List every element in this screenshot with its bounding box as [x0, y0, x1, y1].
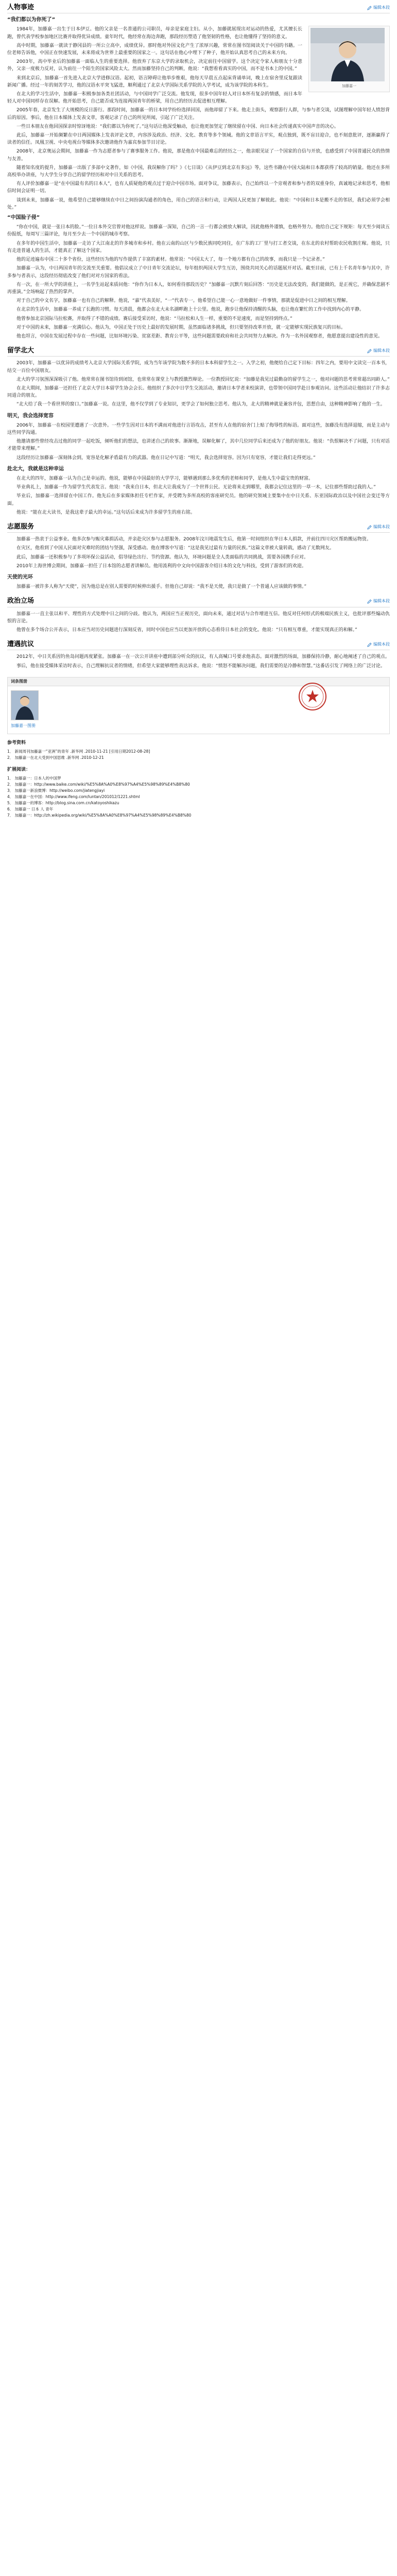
paragraph: 他曾参加北京国际马拉松赛，并取得了不错的成绩。赛后接受采访时，他说：“马拉松和人生一样，重要的不是速度，而是坚持到终点。”: [16, 316, 292, 321]
further-reading-item[interactable]: [7, 806, 390, 812]
edit-label: 编辑本段: [373, 5, 390, 10]
album-card-header: 词条图册: [8, 677, 389, 686]
paragraph: 加藤嘉一认为，中日两国青年的交流至关重要。他倡议成立了中日青年交流论坛，每年组织两国大学生互访，围绕共同关心的话题展开对话。截至目前，已有上千名青年参与其中，许多参与者表示，这段经历彻底改变了他们对对方国家的看法。: [7, 266, 390, 279]
edit-label: 编辑本段: [373, 348, 390, 353]
further-reading-text[interactable]: 7． 加藤嘉一：http://zh.wikipedia.org/wiki/%E5%8A%A0%E8%97%A4%E5%98%89%E4%B8%80: [7, 813, 192, 818]
subsection-title: 天使的光环: [7, 574, 33, 580]
pencil-icon: [367, 525, 372, 530]
paragraph: 在多年的中国生活中，加藤嘉一走访了大江南北的许多城市和乡村。他在云南的山区与少数民族同吃同住，在广东的工厂里与打工者交谈，在东北的农村帮助农民收割庄稼。他说，只有走进普通人的生活，才能真正了解这个国家。: [7, 241, 390, 253]
paragraph: 1984年，加藤嘉一出生于日本伊豆。他的父亲是一名普通的公司职员，母亲是家庭主妇。从小，加藤就展现出对运动的热爱，尤其擅长长跑，曾代表学校参加地区比赛并取得优异成绩。童年时代，他经常在海边奔跑，那段经历塑造了他坚韧的性格，也让他懂得了坚持的意义。: [7, 27, 302, 40]
edit-section-button[interactable]: [367, 347, 390, 354]
portrait-figure[interactable]: [308, 26, 390, 92]
paragraph: 随着知名度的提升，加藤嘉一出版了多部中文著作，如《中国，我误解你了吗？》《七日谈》《从伊豆到北京有多远》等，这些书籍在中国大陆和日本都获得了较高的销量。他还在多所高校举办讲座，与大学生分享自己的留学经历和对中日关系的思考。: [7, 165, 390, 178]
paragraph: 在北大的四年，加藤嘉一认为自己是幸运的。他说，能够在中国最好的大学学习，能够遇到那么多优秀的老师和同学，是他人生中最宝贵的财富。: [16, 476, 314, 481]
paragraph: 对于自己的中文名字，加藤嘉一也有自己的解释。他说，“嘉”代表美好，“一”代表专一。他希望自己能一心一意地做好一件事情，那就是促进中日之间的相互理解。: [16, 298, 351, 304]
further-reading-item[interactable]: [7, 812, 390, 819]
edit-section-button[interactable]: [367, 641, 390, 648]
subsection-title: 赴北大，我就是这种幸运: [7, 466, 64, 472]
edit-section-button[interactable]: [367, 523, 390, 531]
reference-item[interactable]: [7, 749, 390, 755]
edit-label: 编辑本段: [373, 524, 390, 529]
paragraph: 他也坦言，中国在发展过程中存在一些问题，比如环境污染、贫富差距、教育公平等，这些问题需要政府和社会共同努力去解决。作为一名外国观察者，他愿意提出建设性的意见。: [16, 333, 383, 339]
section-header-volunteer: [7, 523, 390, 533]
pencil-icon: [367, 349, 372, 353]
pencil-icon: [367, 599, 372, 604]
portrait-photo: [310, 28, 385, 81]
subsection-title: “我们都以为你死了”: [7, 17, 56, 23]
further-reading-item[interactable]: [7, 782, 390, 788]
paragraph: 在北大期间，加藤嘉一还担任了北京大学日本留学生协会会长。他组织了多次中日学生交流活动，邀请日本学者来校演讲，也带领中国同学赴日参观访问。这些活动让他结识了许多志同道合的朋友。: [7, 385, 390, 399]
paragraph: “北大给了我一个看世界的窗口。”加藤嘉一说。在这里，他不仅学到了专业知识，更学会了如何独立思考。他认为，北大的精神就是兼容并包，思想自由，这种精神影响了他的一生。: [16, 402, 385, 408]
paragraph: 谈到未来，加藤嘉一说，他希望自己能够继续在中日之间扮演沟通者的角色，用自己的语言和行动，让两国人民更加了解彼此。他说：“中国和日本是搬不走的邻居，我们必须学会相处。”: [7, 197, 390, 210]
paragraph: 2006年，加藤嘉一在校园里遭遇了一次意外。一些学生因对日本的不满而对他进行言语攻击，甚至有人在他的宿舍门上贴了侮辱性的标语。面对这些，加藤没有选择退缩，而是主动与这些同学沟通。: [7, 422, 390, 435]
paragraph: 毕业后，加藤嘉一选择留在中国工作。他先后在多家媒体担任专栏作家，并受聘为多所高校的客座研究员。他的研究领域主要集中在中日关系、东亚国际政治以及中国社会变迁等方面。: [7, 494, 390, 506]
paragraph: 对于中国的未来，加藤嘉一充满信心。他认为，中国正处于历史上最好的发展时期，虽然面临诸多挑战，但只要坚持改革开放，就一定能够实现民族复兴的目标。: [16, 325, 346, 330]
references-list: [7, 749, 390, 761]
paragraph: 毕业典礼上，加藤嘉一作为留学生代表发言。他说：“我来自日本，但北大让我成为了一个世界公民。无论将来走到哪里，我都会记住这里的一草一木，记住那些帮助过我的人。”: [16, 485, 376, 490]
section-title: 志愿服务: [7, 522, 34, 531]
reference-item[interactable]: [7, 755, 390, 761]
edit-label: 编辑本段: [373, 599, 390, 604]
further-reading-heading: 扩展阅读：: [7, 767, 31, 773]
paragraph: 此后，加藤嘉一还积极参与了多项环保公益活动，倡导绿色出行、节约资源。他认为，环境问题是全人类面临的共同挑战，需要各国携手应对。: [16, 554, 309, 560]
paragraph: 2005年春，北京发生了大规模的反日游行。那段时间，加藤嘉一的日本同学纷纷选择回国，而他却留了下来。他走上街头，观察游行人群，与参与者交谈，试图理解中国年轻人愤怒背后的原因。事后，他在日本媒体上发表文章，客观记录了自己的所见所闻，引起了广泛关注。: [7, 108, 390, 121]
seal-stamp-icon: [298, 682, 327, 711]
album-thumbnail-illustration: [11, 691, 38, 720]
edit-section-button[interactable]: [367, 4, 390, 11]
edit-label: 编辑本段: [373, 642, 390, 647]
section-title: 人物事迹: [7, 4, 34, 11]
paragraph: 2008年，北京奥运会期间，加藤嘉一作为志愿者参与了赛事服务工作。他说，那是他在中国最难忘的经历之一，他亲眼见证了一个国家的自信与开放，也感受到了中国普通民众的热情与友善。: [7, 149, 390, 162]
further-reading-item[interactable]: [7, 800, 390, 806]
paragraph: 高中时期，加藤嘉一就读于静冈县的一所公立高中，成绩优异。那时他对外国文化产生了浓厚兴趣，常常在图书馆阅读关于中国的书籍。一位老师告诉他，中国正在快速发展，未来将成为世界上最重要的国家之一。这句话在他心中埋下了种子，他开始认真思考自己的未来方向。: [7, 43, 302, 56]
paragraph: “你在中国，就是一张日本的脸。”一位日本外交官曾对他这样说。加藤嘉一深知，自己的一言一行都会被放大解读，因此他格外谨慎，也格外努力。他给自己定下规矩：每天至少阅读五份报纸，每周写三篇评论，每月至少去一个中国的城市考察。: [7, 225, 390, 238]
paragraph: 此后，加藤嘉一开始频繁在中日两国媒体上发表评论文章，内容涉及政治、经济、文化、教育等多个领域。他的文章语言平实，观点独到，既不盲目迎合，也不刻意批评，逐渐赢得了读者的信任。凤凰卫视、中央电视台等媒体多次邀请他作为嘉宾参加节目讨论。: [7, 133, 390, 146]
paragraph: 有一次，在一所大学的讲座上，一名学生站起来质问他：“你作为日本人，如何看待那段历史？”加藤嘉一沉默片刻后回答：“历史是无法改变的，我们能做的，是正视它，并确保悲剧不再重演。”全场响起了热烈的掌声。: [7, 282, 390, 295]
album-name-link[interactable]: 加藤嘉一图册: [11, 723, 36, 728]
paragraph: 北大的学习氛围深深吸引了他。他常常在图书馆待到闭馆，也常常在课堂上与教授激烈辩论。一位教授回忆说：“加藤是我见过最勤奋的留学生之一，他对问题的思考常常超出同龄人。”: [16, 377, 390, 382]
paragraph: 2012年，中日关系因钓鱼岛问题再度紧张。加藤嘉一在一次公开讲座中遭到部分听众的抗议，有人高喊口号要求他表态。面对激烈的场面，加藤保持冷静，耐心地阐述了自己的观点。: [16, 654, 390, 660]
portrait-caption: 加藤嘉一: [342, 84, 356, 89]
paragraph: 他邀请那些曾经攻击过他的同学一起吃饭，倾听他们的想法，也讲述自己的故事。渐渐地，误解化解了，其中几位同学后来还成为了他的好朋友。他说：“仇恨解决不了问题，只有对话才能带来理解。”: [7, 439, 390, 452]
encyclopedia-page: [0, 0, 397, 819]
section-title: 政治立场: [7, 597, 34, 605]
paragraph: 2003年，加藤嘉一以优异的成绩考入北京大学国际关系学院，成为当年该学院为数不多的日本本科留学生之一。入学之初，他便给自己定下目标：四年之内，要用中文读完一百本书，结交一百位中国朋友。: [7, 361, 390, 374]
further-reading-item[interactable]: [7, 794, 390, 800]
paragraph: 他的足迹遍布中国二十多个省份，这些经历为他的写作提供了丰富的素材。他常说：“中国太大了，每一个地方都有自己的故事，而我只是一个记录者。”: [16, 257, 325, 263]
section-header-politics: [7, 598, 390, 607]
section-header-biography: [7, 4, 390, 13]
paragraph: 他曾在多个场合公开表示，日本应当对历史问题进行深刻反省，同时中国也应当以更加开放的心态看待日本社会的变化。他说：“只有相互尊重，才能实现真正的和解。”: [16, 628, 357, 633]
paragraph: 这段经历让加藤嘉一深刻体会到，宽容是化解矛盾最有力的武器。他在日记中写道：“明天，我会选择宽容。因为只有宽容，才能让我们走得更远。”: [16, 455, 316, 461]
further-reading-item[interactable]: [7, 788, 390, 794]
paragraph: 加藤嘉一热衷于公益事业。他多次参与赈灾募捐活动，并亲赴灾区参与志愿服务。2008年汶川地震发生后，他第一时间组织在华日本人捐款，并前往四川灾区帮助搬运物资。: [16, 537, 371, 543]
paragraph: 在北大的学习生活中，加藤嘉一积极参加各类社团活动，与中国同学广泛交流。他发现，很多中国年轻人对日本怀有复杂的情感，而日本年轻人对中国同样存在误解。他开始思考，自己能否成为连接两国青年的桥梁，用自己的经历去促进相互理解。: [7, 92, 302, 105]
section-header-protest: [7, 641, 390, 650]
paragraph: 事后，他在接受媒体采访时表示，自己理解抗议者的情绪，但希望大家能够理性表达诉求。他说：“愤怒不能解决问题，我们需要的是冷静和智慧。”这番话引发了网络上的广泛讨论。: [16, 663, 385, 669]
paragraph: 2010年上海世博会期间，加藤嘉一担任了日本馆的志愿者讲解员。他用流利的中文向中国游客介绍日本的文化与科技，受到了游客们的欢迎。: [16, 563, 306, 569]
portrait-illustration: [310, 28, 385, 81]
further-reading-text[interactable]: 2． 加藤嘉一：http://www.baike.com/wiki/%E5%8A%A0%E8%97%A4%E5%98%89%E4%B8%80: [7, 782, 190, 787]
further-reading-text[interactable]: 3． 加藤嘉一新浪微博：http://weibo.com/jiatengjiayi: [7, 788, 105, 793]
paragraph: 2003年，高中毕业后的加藤嘉一面临人生的重要选择。他放弃了东京大学的录取机会，决定前往中国留学。这个决定令家人和朋友十分意外，父亲一度极力反对，认为前往一个陌生的国家风险太大。然而加藤坚持自己的判断，他说：“我想看看真实的中国，而不是书本上的中国。”: [7, 59, 302, 72]
section-title: 遭遇抗议: [7, 640, 34, 649]
further-reading-text[interactable]: 5． 加藤嘉一的博客：http://blog.sina.com.cn/katoyoshikazu: [7, 801, 119, 806]
references-heading: 参考资料: [7, 740, 26, 746]
paragraph: 在灾区，他看到了中国人民面对灾难时的团结与坚强，深受感动。他在博客中写道：“这是我见过最有力量的民族。”这篇文章被大量转载，感动了无数网友。: [16, 546, 334, 551]
paragraph: 在北京的生活中，加藤嘉一养成了长跑的习惯。每天清晨，他都会在北大未名湖畔跑上十公里。他说，跑步让他保持清醒的头脑，也让他在繁忙的工作中找到内心的平静。: [16, 307, 365, 313]
further-reading-item[interactable]: [7, 775, 390, 782]
pencil-icon: [367, 642, 372, 647]
edit-section-button[interactable]: [367, 598, 390, 605]
album-item[interactable]: [11, 690, 39, 730]
paragraph: 来到北京后，加藤嘉一首先进入北京大学进修汉语。起初，语言障碍让他举步维艰，他每天早晨五点起床背诵单词，晚上在宿舍里反复跟读新闻广播。经过一年的刻苦学习，他的汉语水平突飞猛进，顺利通过了北京大学国际关系学院的入学考试，成为该学院的本科生。: [7, 75, 302, 88]
reference-text[interactable]: 1． 新闻周刊加藤嘉一“亚洲”的青年 .新华网 .2010-11-21 [引用日期2012-08-28]: [7, 749, 150, 754]
album-thumbnail: [11, 690, 39, 720]
section-title: 留学北大: [7, 347, 34, 355]
further-reading-text[interactable]: 4． 加藤嘉一在中国：http://www.ifeng.com/luntan/201012/1221.shtml: [7, 794, 140, 800]
paragraph: 加藤嘉一一直主张以和平、理性的方式处理中日之间的分歧。他认为，两国应当正视历史，面向未来，通过对话与合作增进互信。他反对任何形式的极端民族主义，也批评那些煽动仇恨的言论。: [7, 611, 390, 624]
paragraph: 加藤嘉一被许多人称为“天使”，因为他总是在别人需要的时候伸出援手。但他自己却说：“我不是天使，我只是做了一个普通人应该做的事情。”: [16, 584, 307, 590]
pencil-icon: [367, 6, 372, 10]
paragraph: 一些日本朋友在他回国探亲时惊讶地说：“我们都以为你死了。”这句话让他深受触动，也让他更加坚定了继续留在中国、向日本社会传递真实中国声音的决心。: [16, 124, 339, 129]
section-header-study: [7, 347, 390, 357]
further-reading-text[interactable]: 1． 加藤嘉一：日本人的中国梦: [7, 776, 61, 781]
subsection-title: “中国脸子侵”: [7, 215, 40, 221]
further-reading-text[interactable]: 6． 加藤嘉一 日本 人 青年: [7, 807, 54, 812]
paragraph: 他说：“能在北大读书，是我这辈子最大的幸运。”这句话后来成为许多留学生的座右铭。: [16, 510, 195, 515]
image-album-card: [7, 677, 390, 734]
further-reading-list: [7, 775, 390, 819]
subsection-title: 明天，我会选择宽容: [7, 413, 54, 419]
reference-text[interactable]: 2． 加藤嘉一在北大受到中国思维 .新华网 .2010-12-21: [7, 755, 104, 760]
paragraph: 有人评价加藤嘉一是“在中国最有名的日本人”，也有人质疑他的观点过于迎合中国市场。面对争议，加藤表示，自己始终以一个旁观者和参与者的双重身份，真诚地记录和思考，他相信时间会证明一切。: [7, 181, 390, 194]
